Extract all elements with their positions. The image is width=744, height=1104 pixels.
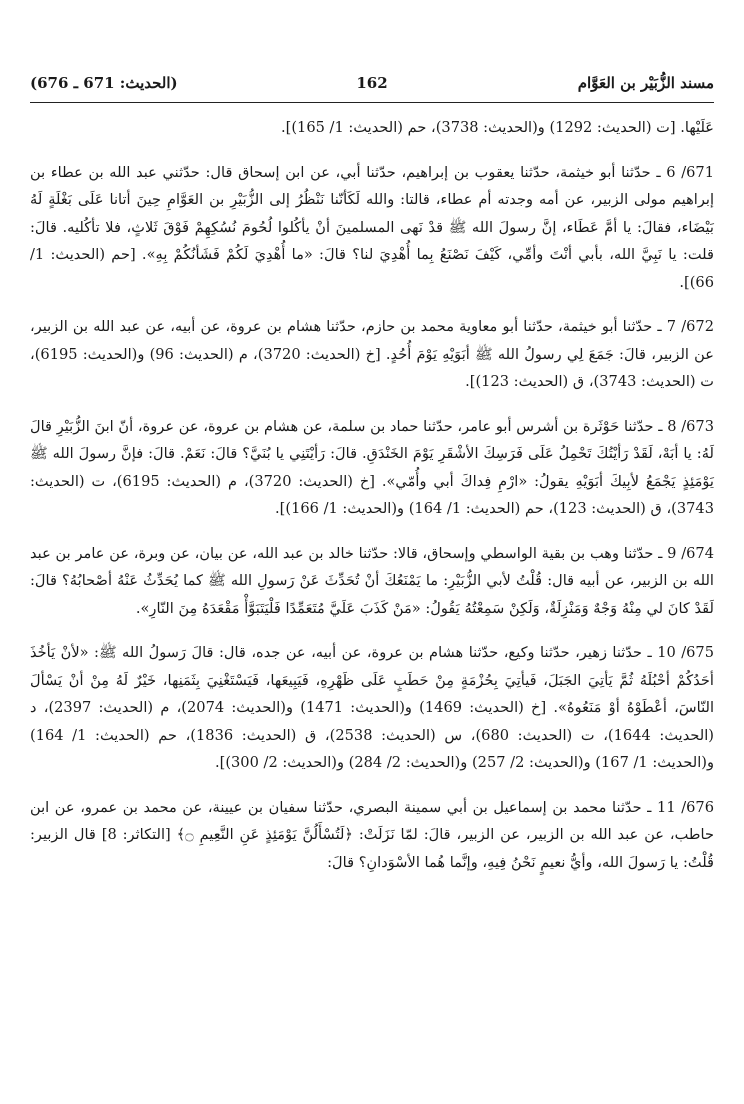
page-number: 162 <box>356 74 388 92</box>
header-book-title: مسند الزُّبَيْر بن العَوَّام <box>577 74 714 92</box>
continuation-paragraph: عَلَيْها. [ت (الحديث: 1292) و(الحديث: 3738)، حم (الحديث: 1/ 165)]. <box>281 119 714 136</box>
header-rule <box>30 102 714 103</box>
text-body <box>30 114 714 876</box>
hadith-673: 673/ 8 ـ حدّثنا حَوْثَرة بن أشرس أبو عامر، حدّثنا حماد بن سلمة، عن هشام بن عروة، عن عروة، أنّ ابنَ الزُّبَيْرِ قالَ لَهُ: يا أبَهْ، لَقَدْ رَأيْتُكَ تَحْمِلُ عَلَى فَرَسِكَ الأشْقَرِ يَوْمَ الخَنْدَقِ. قالَ: رَأيْتَنِي يا بُنَيَّ؟ قالَ: نَعَمْ. قالَ: فإنَّ رسولَ الله ﷺ يَوْمَئِذٍ يَجْمَعُ لأبِيكَ أبَوَيْهِ يقولُ: «ارْمِ فِداكَ أبي وأُمّي». [خ (الحديث: 3720)، م (الحديث: 6195)، ت (الحديث: 3743)، ق (الحديث: 123)، حم (الحديث: 1/ 164) و(الحديث: 1/ 166)]. <box>30 417 714 517</box>
hadith-672: 672/ 7 ـ حدّثنا أبو خيثمة، حدّثنا أبو معاوية محمد بن حازم، حدّثنا هشام بن عروة، عن أبيه، عن عبد الله بن الزبير، عن الزبير، قالَ: جَمَعَ لِي رسولُ الله ﷺ أبَوَيْهِ يَوْمَ أُحُدٍ. [خ (الحديث: 3720)، م (الحديث: 96) و(الحديث: 6195)، ت (الحديث: 3743)، ق (الحديث: 123)]. <box>30 318 714 390</box>
header-hadith-range: (الحديث: 671 ـ 676) <box>30 74 178 92</box>
hadith-671: 671/ 6 ـ حدّثنا أبو خيثمة، حدّثنا يعقوب بن إبراهيم، حدّثنا أبي، عن ابن إسحاق قال: حدّثني عبد الله بن عطاء بن إبراهيم مولى الزبير، عن أمه وجدته أم عطاء، قالتا: والله لَكَأنّنا نَنْظُرُ إلى الزُّبَيْرِ بن العَوَّامِ حِينَ أتانا عَلَى بَغْلَةٍ لَهُ بَيْضَاء، فقالَ: يا أمَّ عَطَاء، إنَّ رسولَ الله ﷺ قدْ نَهى المسلمينَ أنْ يأكُلوا لُحُومَ نُسُكِهِمْ فَوْقَ ثَلاثٍ، فلا تأكُليه. قالَ: قلت: يا نَبِيَّ الله، بأبي أنْتَ وأمِّي، كَيْفَ نَصْنَعُ بِما أُهْدِيَ لنا؟ قالَ: «ما أُهْدِيَ لَكُمْ فَشَأنُكُمْ بِهِ». [حم (الحديث: 1/ 66)]. <box>30 163 714 291</box>
running-header <box>30 70 714 98</box>
hadith-674: 674/ 9 ـ حدّثنا وهب بن بقية الواسطي وإسحاق، قالا: حدّثنا خالد بن عبد الله، عن بيان، عن وبرة، عن عامر بن عبد الله بن الزبير، عن أبيه قال: قُلْتُ لأبي الزُّبَيْرِ: ما يَمْنَعُكَ أنْ تُحَدِّثَ عَنْ رَسولِ الله ﷺ كما يُحَدِّثُ عَنْهُ أصْحابُهُ؟ قالَ: لَقَدْ كانَ لي مِنْهُ وَجْهٌ وَمَنْزِلَةٌ، وَلَكِنْ سَمِعْتُهُ يَقُولُ: «مَنْ كَذَبَ عَلَيَّ مُتَعَمِّدًا فَلْيَتَبَوَّأْ مَقْعَدَهُ مِنَ النّارِ». <box>30 544 714 617</box>
hadith-676: 676/ 11 ـ حدّثنا محمد بن إسماعيل بن أبي سمينة البصري، حدّثنا سفيان بن عيينة، عن محمد بن عمرو، عن ابن حاطب، عن عبد الله بن الزبير، عن الزبير، قالَ: لمّا نَزَلَتْ: ﴿لَتُسْأَلُنَّ يَوْمَئِذٍ عَنِ النَّعِيمِ ۝﴾ [التكاثر: 8] قال الزبير: قُلْتُ: يا رَسولَ الله، وأيُّ نعيمٍ نَحْنُ فِيهِ، وإنَّما هُما الأسْوَدانِ؟ قالَ: <box>30 798 714 871</box>
hadith-675: 675/ 10 ـ حدّثنا زهير، حدّثنا وكيع، حدّثنا هشام بن عروة، عن أبيه، عن جده، قال: قالَ رَسولُ الله ﷺ: «لأنْ يَأخُذَ أحَدُكُمْ أحْبُلَهُ ثُمَّ يَأتِيَ الجَبَلَ، فَيأتِيَ بِحُزْمَةٍ مِنْ حَطَبٍ عَلَى ظَهْرِهِ، فَيَبِيعَها، فَيَسْتَغْنِيَ بِثَمَنِها، خَيْرٌ لَهُ مِنْ أنْ يَسْألَ النّاسَ، أعْطَوْهُ أوْ مَنَعُوهُ». [خ (الحديث: 1469) و(الحديث: 1471) و(الحديث: 2074)، م (الحديث: 2397)، د (الحديث: 1644)، ت (الحديث: 680)، س (الحديث: 2538)، ق (الحديث: 1836)، حم (الحديث: 1/ 164) و(الحديث: 1/ 167) و(الحديث: 2/ 257) و(الحديث: 2/ 284) و(الحديث: 2/ 300)]. <box>30 644 715 771</box>
